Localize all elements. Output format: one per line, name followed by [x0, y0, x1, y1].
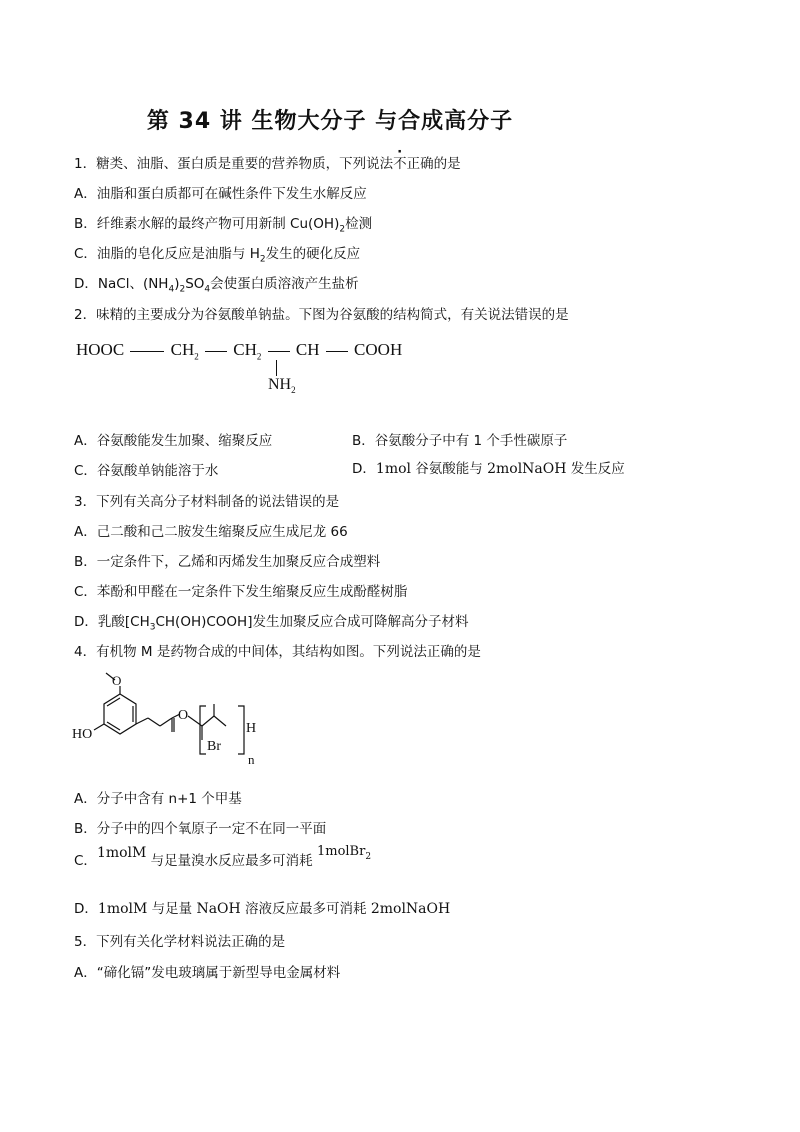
- q4-option-d: D．1molM 与足量 NaOH 溶液反应最多可消耗 2molNaOH: [74, 901, 451, 917]
- bond-line: [276, 360, 277, 376]
- compound-m-structure: [70, 670, 270, 770]
- q4-option-b: B．分子中的四个氧原子一定不在同一平面: [74, 821, 327, 837]
- terminal-h: H: [246, 721, 257, 736]
- question-5-stem: 5．下列有关化学材料说法正确的是: [74, 934, 286, 950]
- q1-option-b: B．纤维素水解的最终产物可用新制 $Cu(OH)_2$检测: [74, 216, 373, 235]
- page-title: 第 34 讲 生物大分子 与合成高分子: [146, 109, 514, 134]
- q3-option-b: B．一定条件下，乙烯和丙烯发生加聚反应合成塑料: [74, 554, 381, 570]
- amino-group: $NH_2$: [268, 376, 296, 396]
- q1-option-d: D．NaCl、$(NH_4)_2SO_4$会使蛋白质溶液产生盐析: [74, 276, 359, 295]
- methoxy-oxygen: O: [112, 673, 122, 688]
- q2-option-a: A．谷氨酸能发生加聚、缩聚反应: [74, 433, 273, 449]
- q4-option-c: C．1molM 与足量溴水反应最多可消耗 1molBr$_2$: [74, 844, 372, 869]
- repeat-n: n: [248, 752, 255, 767]
- q3-option-a: A．己二酸和己二胺发生缩聚反应生成尼龙 66: [74, 524, 348, 540]
- bromine-label: Br: [207, 739, 221, 754]
- q2-option-d: D．1mol 谷氨酸能与 2molNaOH 发生反应: [352, 461, 625, 477]
- q3-option-d: D．乳酸$[CH_3CH(OH)COOH]$发生加聚反应合成可降解高分子材料: [74, 614, 469, 633]
- ester-oxygen: O: [178, 708, 189, 723]
- glutamic-acid-structure: HOOC $CH_2$ $CH_2$ CH COOH: [76, 340, 403, 362]
- hydroxyl-label: HO: [72, 727, 93, 742]
- question-3-stem: 3．下列有关高分子材料制备的说法错误的是: [74, 494, 340, 510]
- question-1-stem: 1．糖类、油脂、蛋白质是重要的营养物质，下列说法不正确的是: [74, 156, 461, 172]
- q1-option-a: A．油脂和蛋白质都可在碱性条件下发生水解反应: [74, 186, 367, 202]
- q2-option-b: B．谷氨酸分子中有 1 个手性碳原子: [352, 433, 568, 449]
- question-2-stem: 2．味精的主要成分为谷氨酸单钠盐。下图为谷氨酸的结构简式，有关说法错误的是: [74, 307, 569, 323]
- emphasis-text: 不正: [393, 156, 421, 172]
- question-4-stem: 4．有机物 M 是药物合成的中间体，其结构如图。下列说法正确的是: [74, 644, 481, 660]
- q2-option-c: C．谷氨酸单钠能溶于水: [74, 463, 219, 479]
- q5-option-a: A．“碲化镉”发电玻璃属于新型导电金属材料: [74, 965, 341, 981]
- q4-option-a: A．分子中含有 n+1 个甲基: [74, 791, 242, 807]
- q1-option-c: C．油脂的皂化反应是油脂与 $H_2$发生的硬化反应: [74, 246, 361, 265]
- q3-option-c: C．苯酚和甲醛在一定条件下发生缩聚反应生成酚醛树脂: [74, 584, 408, 600]
